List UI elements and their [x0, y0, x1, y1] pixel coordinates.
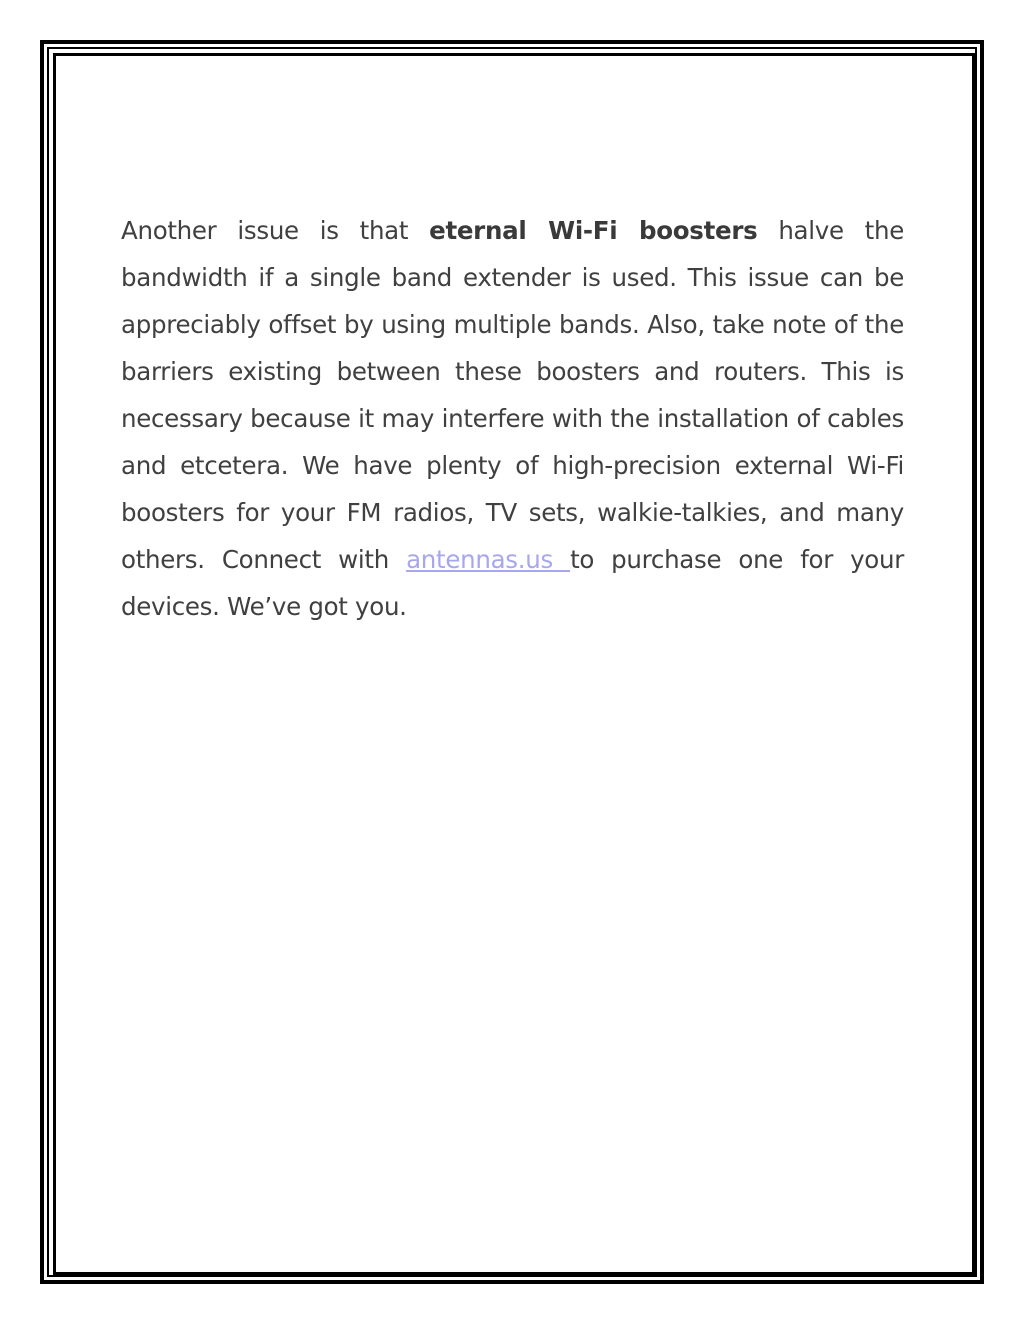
paragraph-text-intro: Another issue is that: [121, 216, 430, 245]
bold-phrase: eternal Wi-Fi boosters: [429, 216, 758, 245]
paragraph-text-body: halve the bandwidth if a single band extender is used. This issue can be appreciably offset by using multiple bands. Also, take note of the barriers existing between these boosters and routers. This is necessary because it may interfere with the installation of cables and etcetera. We have plenty of high-precision external Wi-Fi boosters for your FM radios, TV sets, walkie-talkies, and many others. Connect with: [121, 216, 904, 574]
body-paragraph: [121, 207, 904, 630]
paragraph-text-closing: to purchase one for your devices. We’ve got you.: [121, 545, 904, 621]
antennas-link[interactable]: antennas.us: [406, 545, 571, 574]
